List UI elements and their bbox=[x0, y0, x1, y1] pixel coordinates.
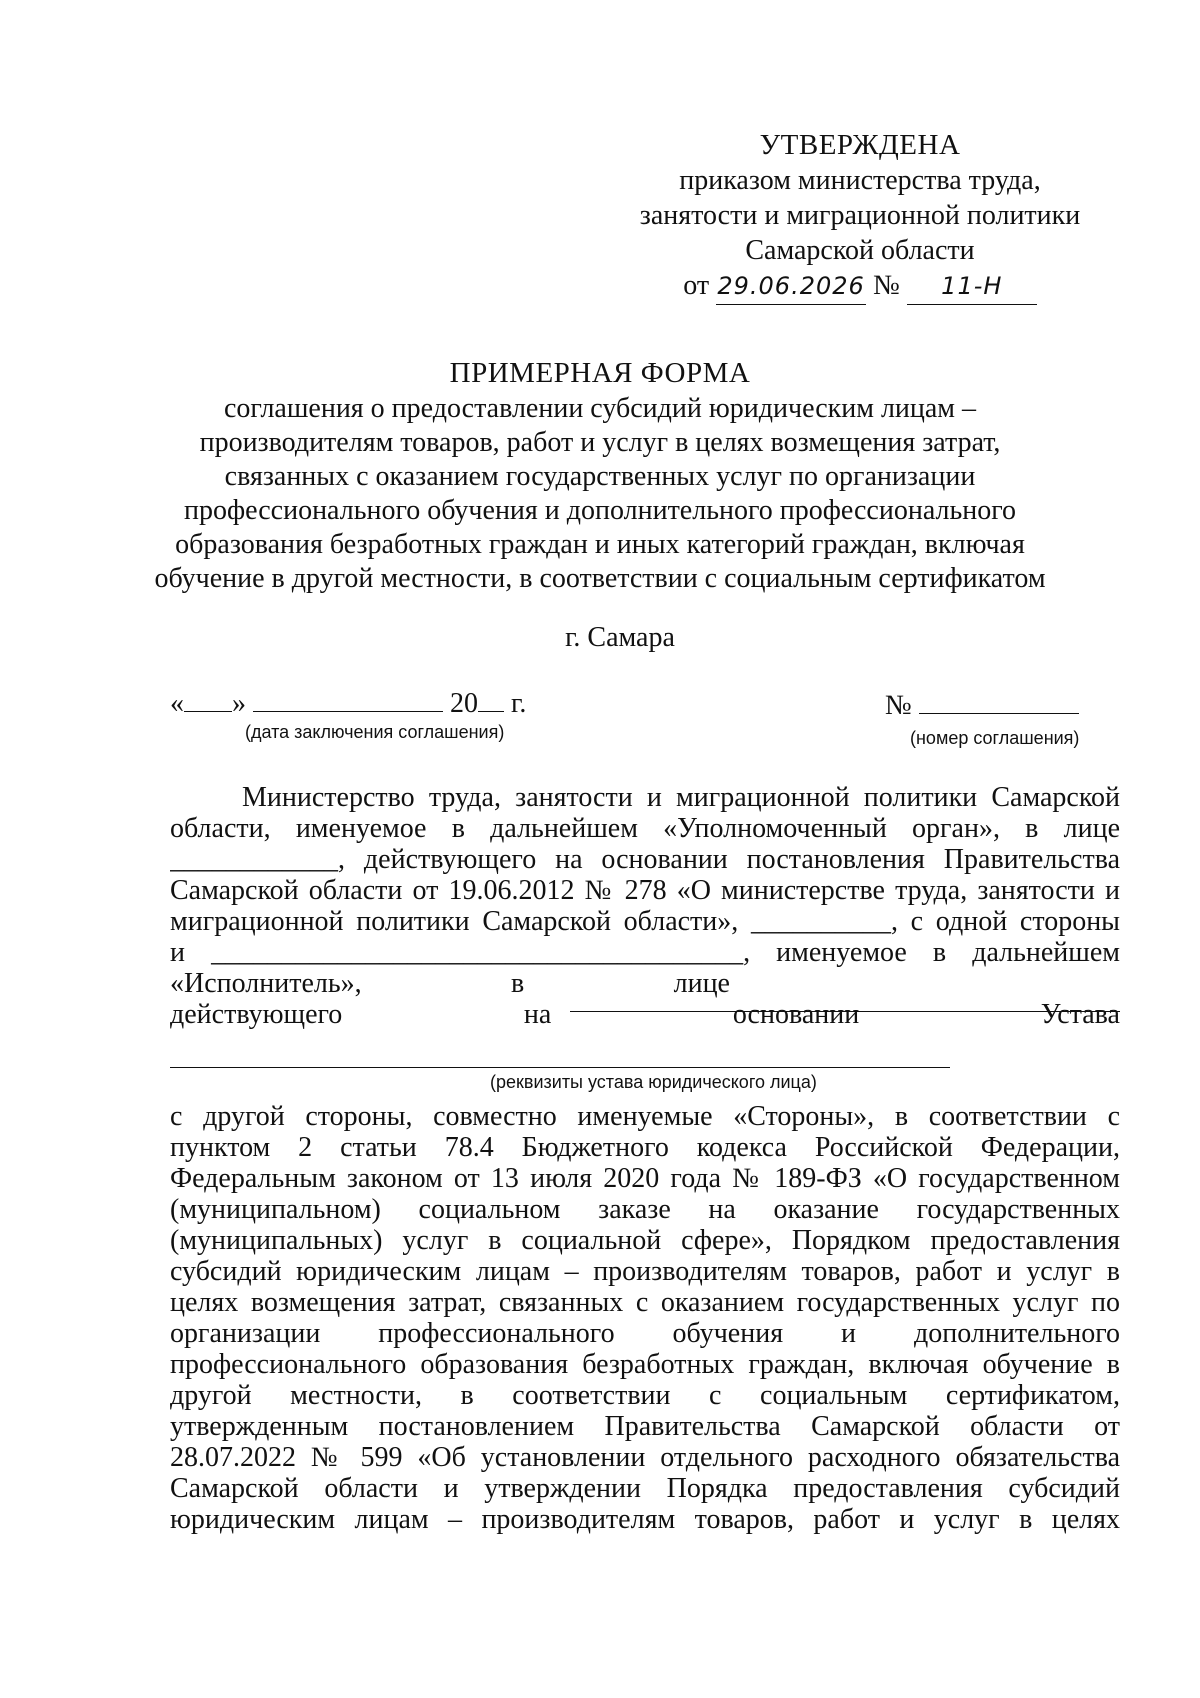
approval-number-value: 11-Н bbox=[907, 269, 1037, 305]
acting-word: действующего bbox=[170, 999, 343, 1030]
body-line: пунктом 2 статьи 78.4 Бюджетного кодекса Российской Федерации, bbox=[170, 1132, 1120, 1163]
parties-line: Министерство труда, занятости и миграционной политики Самарской bbox=[242, 782, 1120, 813]
year-prefix: 20 bbox=[450, 688, 478, 719]
title-line: производителям товаров, работ и услуг в целях возмещения затрат, bbox=[199, 427, 1001, 458]
parties-line: ____________, действующего на основании постановления Правительства bbox=[170, 844, 1120, 875]
title-line: обучение в другой местности, в соответствии с социальным сертификатом bbox=[154, 563, 1046, 594]
number-caption: (номер соглашения) bbox=[910, 728, 1080, 748]
acting-word: основании bbox=[732, 999, 860, 1030]
approval-block bbox=[620, 128, 1100, 305]
acting-line bbox=[170, 999, 1120, 1030]
body-line: 28.07.2022 № 599 «Об установлении отдельного расходного обязательства bbox=[170, 1442, 1120, 1473]
approval-date-prefix: от bbox=[683, 270, 710, 301]
charter-requisites-blank bbox=[170, 1067, 950, 1068]
approval-number-sign: № bbox=[873, 270, 900, 301]
body-line: другой местности, в соответствии с социальным сертификатом, bbox=[170, 1380, 1120, 1411]
title-line: профессионального обучения и дополнительного профессионального bbox=[183, 495, 1017, 526]
day-blank bbox=[184, 689, 232, 712]
body-line: Самарской области и утверждении Порядка предоставления субсидий bbox=[170, 1473, 1120, 1504]
title-line: соглашения о предоставлении субсидий юридическим лицам – bbox=[223, 393, 977, 424]
number-blank bbox=[919, 691, 1079, 714]
approval-line-1: приказом министерства труда, bbox=[679, 165, 1041, 196]
city-line: г. Самара bbox=[565, 622, 675, 653]
executor-in: в bbox=[511, 968, 525, 999]
body-paragraph bbox=[170, 1101, 1120, 1535]
body-line: (муниципальном) социальном заказе на оказание государственных bbox=[170, 1194, 1120, 1225]
body-line: целях возмещения затрат, связанных с оказанием государственных услуг по bbox=[170, 1287, 1120, 1318]
parties-paragraph bbox=[170, 782, 1120, 1030]
approval-line-3: Самарской области bbox=[745, 235, 975, 266]
acting-word: Устава bbox=[1040, 999, 1120, 1030]
date-field bbox=[170, 688, 526, 720]
title-main: ПРИМЕРНАЯ ФОРМА bbox=[449, 357, 751, 389]
body-line: юридическим лицам – производителям товаров, работ и услуг в целях bbox=[170, 1504, 1120, 1535]
document-title bbox=[150, 356, 1050, 596]
body-line: организации профессионального обучения и дополнительного bbox=[170, 1318, 1120, 1349]
body-line: Федеральным законом от 13 июля 2020 года № 189-ФЗ «О государственном bbox=[170, 1163, 1120, 1194]
approval-heading: УТВЕРЖДЕНА bbox=[759, 129, 961, 161]
parties-line: Самарской области от 19.06.2012 № 278 «О министерстве труда, занятости и bbox=[170, 875, 1120, 906]
executor-representative-blank bbox=[570, 1011, 1120, 1012]
approval-date-line bbox=[620, 268, 1100, 305]
number-sign: № bbox=[885, 690, 912, 721]
acting-word: на bbox=[523, 999, 552, 1030]
approval-line-2: занятости и миграционной политики bbox=[639, 200, 1081, 231]
title-line: связанных с оказанием государственных услуг по организации bbox=[224, 461, 976, 492]
year-blank bbox=[478, 689, 504, 712]
number-field bbox=[885, 690, 1079, 722]
title-line: образования безработных граждан и иных категорий граждан, включая bbox=[175, 529, 1025, 560]
month-blank bbox=[253, 689, 443, 712]
date-close-quote: » bbox=[232, 688, 246, 719]
parties-line: области, именуемое в дальнейшем «Уполномоченный орган», в лице bbox=[170, 813, 1120, 844]
executor-label: «Исполнитель», bbox=[170, 968, 362, 999]
executor-line bbox=[170, 968, 730, 999]
parties-line: и ______________________________________, именуемое в дальнейшем bbox=[170, 937, 1120, 968]
date-open-quote: « bbox=[170, 688, 184, 719]
approval-date-value: 29.06.2026 bbox=[716, 269, 866, 305]
parties-line: миграционной политики Самарской области», __________, с одной стороны bbox=[170, 906, 1120, 937]
body-line: субсидий юридическим лицам – производителям товаров, работ и услуг в bbox=[170, 1256, 1120, 1287]
body-line: утвержденным постановлением Правительства Самарской области от bbox=[170, 1411, 1120, 1442]
body-line: с другой стороны, совместно именуемые «Стороны», в соответствии с bbox=[170, 1101, 1120, 1132]
year-suffix: г. bbox=[511, 688, 527, 719]
body-line: профессионального образования безработных граждан, включая обучение в bbox=[170, 1349, 1120, 1380]
charter-caption: (реквизиты устава юридического лица) bbox=[490, 1072, 817, 1092]
executor-person: лице bbox=[673, 968, 730, 999]
date-caption: (дата заключения соглашения) bbox=[245, 722, 505, 742]
body-line: (муниципальных) услуг в социальной сфере», Порядком предоставления bbox=[170, 1225, 1120, 1256]
